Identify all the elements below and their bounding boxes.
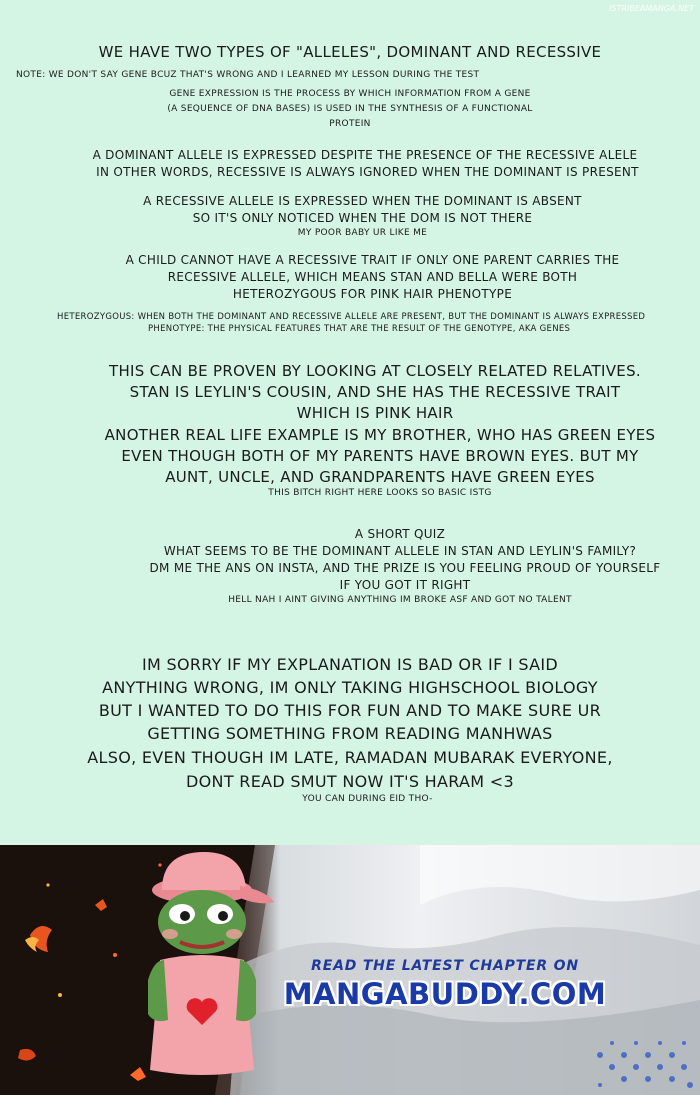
closing-line-5: ALSO, EVEN THOUGH IM LATE, RAMADAN MUBARAK EVERYONE,: [87, 748, 613, 767]
proof-line-3: WHICH IS PINK HAIR: [296, 404, 454, 422]
child-line-3: HETEROZYGOUS FOR PINK HAIR PHENOTYPE: [232, 287, 513, 301]
dominant-line-2: IN OTHER WORDS, RECESSIVE IS ALWAYS IGNORED WHEN THE DOMINANT IS PRESENT: [96, 165, 639, 179]
gene-expression-line-3: PROTEIN: [329, 119, 371, 129]
note-line: NOTE: WE DON'T SAY GENE BCUZ THAT'S WRONG AND I LEARNED MY LESSON DURING THE TEST: [16, 70, 480, 80]
proof-line-4: ANOTHER REAL LIFE EXAMPLE IS MY BROTHER, WHO HAS GREEN EYES: [104, 426, 656, 444]
definition-heterozygous: HETEROZYGOUS: WHEN BOTH THE DOMINANT AND RECESSIVE ALLELE ARE PRESENT, BUT THE DOMINANT IS ALWAYS EXPRESSED: [57, 312, 646, 322]
proof-line-2: STAN IS LEYLIN'S COUSIN, AND SHE HAS THE RECESSIVE TRAIT: [129, 383, 621, 401]
alleles-title: WE HAVE TWO TYPES OF "ALLELES", DOMINANT AND RECESSIVE: [98, 43, 602, 61]
closing-aside: YOU CAN DURING EID THO-: [302, 794, 433, 804]
watermark: ISTRIBEAMANGA.NET: [609, 4, 694, 13]
recessive-aside: MY POOR BABY UR LIKE ME: [297, 228, 428, 238]
child-line-1: A CHILD CANNOT HAVE A RECESSIVE TRAIT IF ONLY ONE PARENT CARRIES THE: [125, 253, 620, 267]
recessive-line-2: SO IT'S ONLY NOTICED WHEN THE DOM IS NOT THERE: [192, 211, 533, 225]
gene-expression-line-1: GENE EXPRESSION IS THE PROCESS BY WHICH INFORMATION FROM A GENE: [169, 89, 531, 99]
closing-line-6: DONT READ SMUT NOW IT'S HARAM <3: [186, 772, 514, 791]
closing-line-2: ANYTHING WRONG, IM ONLY TAKING HIGHSCHOOL BIOLOGY: [102, 678, 598, 697]
ad-site-link[interactable]: MANGABUDDY.COM: [283, 977, 607, 1011]
proof-aside: THIS BITCH RIGHT HERE LOOKS SO BASIC ISTG: [268, 488, 492, 498]
closing-line-3: BUT I WANTED TO DO THIS FOR FUN AND TO MAKE SURE UR: [98, 701, 602, 720]
closing-line-1: IM SORRY IF MY EXPLANATION IS BAD OR IF I SAID: [142, 655, 558, 674]
definition-phenotype: PHENOTYPE: THE PHYSICAL FEATURES THAT ARE THE RESULT OF THE GENOTYPE, AKA GENES: [148, 324, 571, 334]
mangabuddy-ad-banner[interactable]: [0, 845, 700, 1095]
quiz-heading: A SHORT QUIZ: [354, 527, 446, 541]
quiz-instruction-end: IF YOU GOT IT RIGHT: [339, 578, 471, 592]
quiz-question: WHAT SEEMS TO BE THE DOMINANT ALLELE IN STAN AND LEYLIN'S FAMILY?: [163, 544, 637, 558]
child-line-2: RECESSIVE ALLELE, WHICH MEANS STAN AND BELLA WERE BOTH: [167, 270, 578, 284]
closing-line-4: GETTING SOMETHING FROM READING MANHWAS: [147, 724, 553, 743]
gene-expression-line-2: (A SEQUENCE OF DNA BASES) IS USED IN THE SYNTHESIS OF A FUNCTIONAL: [167, 104, 533, 114]
dominant-line-1: A DOMINANT ALLELE IS EXPRESSED DESPITE THE PRESENCE OF THE RECESSIVE ALELE: [92, 148, 638, 162]
proof-line-5: EVEN THOUGH BOTH OF MY PARENTS HAVE BROWN EYES. BUT MY: [121, 447, 639, 465]
frog-mascot-illustration: [140, 850, 280, 1090]
quiz-aside: HELL NAH I AINT GIVING ANYTHING IM BROKE ASF AND GOT NO TALENT: [228, 595, 572, 605]
ad-subtitle: READ THE LATEST CHAPTER ON: [311, 958, 579, 974]
quiz-instruction: DM ME THE ANS ON INSTA, AND THE PRIZE IS YOU FEELING PROUD OF YOURSELF: [149, 561, 661, 575]
proof-line-6: AUNT, UNCLE, AND GRANDPARENTS HAVE GREEN EYES: [165, 468, 595, 486]
proof-line-1: THIS CAN BE PROVEN BY LOOKING AT CLOSELY RELATED RELATIVES.: [109, 362, 641, 380]
recessive-line-1: A RECESSIVE ALLELE IS EXPRESSED WHEN THE DOMINANT IS ABSENT: [143, 194, 582, 208]
